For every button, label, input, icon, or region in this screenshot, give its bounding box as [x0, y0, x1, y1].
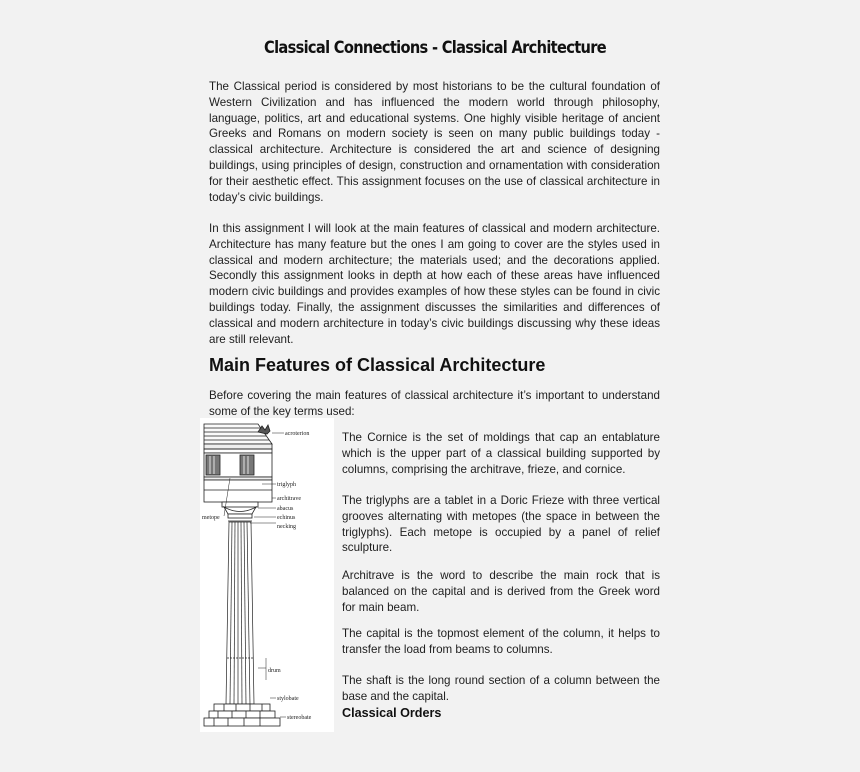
term-shaft: The shaft is the long round section of a column between the base and the capital. [342, 674, 660, 703]
stereobate-drawing [204, 704, 280, 726]
term-triglyphs: The triglyphs are a tablet in a Doric Frieze with three vertical grooves alternating with metopes (the space in between the triglyphs). Each metope is occupied by a panel of relief sculpture. [342, 494, 660, 555]
label-triglyph: triglyph [277, 482, 296, 488]
key-terms-intro: Before covering the main features of classical architecture it’s important to understand some of the key terms used: [209, 389, 660, 418]
term-architrave: Architrave is the word to describe the main rock that is balanced on the capital and is derived from the Greek word for main beam. [342, 569, 660, 614]
label-stereobate: stereobate [287, 715, 312, 721]
frieze-drawing [204, 453, 272, 480]
shaft-drawing [226, 522, 254, 704]
label-drum: drum [268, 668, 281, 674]
label-stylobate: stylobate [277, 696, 299, 702]
term-capital: The capital is the topmost element of the column, it helps to transfer the load from beams to columns. [342, 627, 660, 656]
label-architrave: architrave [277, 496, 301, 502]
architrave-drawing [204, 480, 272, 502]
label-necking: necking [277, 524, 296, 530]
cornice-drawing [204, 424, 272, 453]
label-metope: metope [202, 515, 220, 521]
document-page [200, 0, 670, 772]
doric-column-diagram [200, 418, 334, 732]
section-heading: Main Features of Classical Architecture [209, 355, 546, 375]
doric-column-drawing [200, 418, 334, 732]
document-title: Classical Connections - Classical Architecture [264, 38, 606, 58]
paragraph-assignment: In this assignment I will look at the main features of classical and modern architecture. Architecture has many feature but the ones I am going to cover are the styles used in classical and modern architecture; the materials used; and the decorations applied. Secondly this assignment looks in depth at how each of these areas have influenced modern civic buildings and provides examples of how these styles can be found in civic buildings today. Finally, the assignment discusses the similarities and differences of classical and modern architecture in today’s civic buildings discussing why these ideas are still relevant. [209, 222, 660, 346]
label-abacus: abacus [277, 506, 294, 512]
paragraph-intro: The Classical period is considered by most historians to be the cultural foundation of Western Civilization and has influenced the modern world through philosophy, language, politics, art and educational systems. One highly visible heritage of ancient Greeks and Romans on modern society is seen on many public buildings today - classical architecture. Architecture is considered the art and science of designing buildings, using principles of design, construction and ornamentation with consideration for their aesthetic effect. This assignment focuses on the use of classical architecture in today’s civic buildings. [209, 80, 660, 204]
classical-orders-heading: Classical Orders [342, 706, 442, 720]
capital-drawing [222, 502, 258, 521]
term-cornice: The Cornice is the set of moldings that cap an entablature which is the upper part of a classical building supported by columns, comprising the architrave, frieze, and cornice. [342, 431, 660, 476]
label-acroterion: acroterion [285, 431, 310, 437]
label-echinus: echinus [277, 515, 296, 521]
